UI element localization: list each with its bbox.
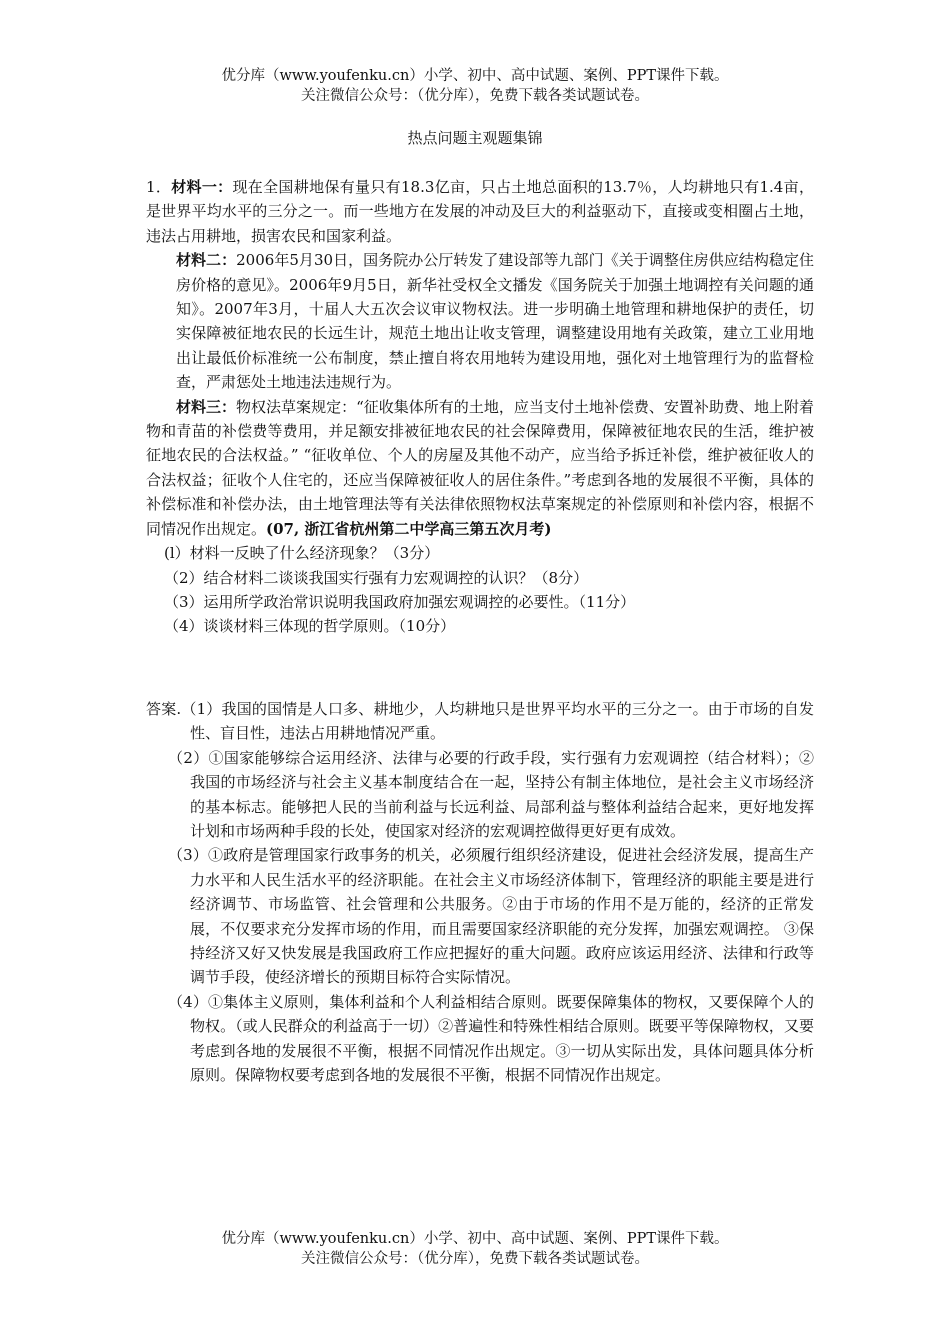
- question-number: 1．: [146, 178, 172, 196]
- footer-line-1: 优分库（www.youfenku.cn）小学、初中、高中试题、案例、PPT课件下载。: [221, 1231, 729, 1247]
- answer-block: [146, 697, 814, 1088]
- material-1-label: 材料一：: [171, 178, 233, 196]
- answer-2: （2）①国家能够综合运用经济、法律与必要的行政手段，实行强有力宏观调控（结合材料）；②我国的市场经济与社会主义基本制度结合在一起，坚持公有制主体地位，是社会主义市场经济的基本标志。能够把人民的当前利益与长远利益、局部利益与整体利益结合起来，更好地发挥计划和市场两种手段的长处，使国家对经济的宏观调控做得更好更有成效。: [168, 748, 814, 841]
- sub-question-4: （4）谈谈材料三体现的哲学原则。（10分）: [164, 617, 456, 636]
- question-source: (07, 浙江省杭州第二中学高三第五次月考): [266, 519, 552, 538]
- answer-3: （3）①政府是管理国家行政事务的机关，必须履行组织经济建设，促进社会经济发展，提高生产力水平和人民生活水平的经济职能。在社会主义市场经济体制下，管理经济的职能主要是进行经济调节、市场监管、社会管理和公共服务。②由于市场的作用不是万能的，经济的正常发展，不仅要求充分发挥市场的作用，而且需要国家经济职能的充分发挥，加强宏观调控。 ③保持经济又好又快发展是我国政府工作应把握好的重大问题。政府应该运用经济、法律和行政等调节手段，使经济增长的预期目标符合实际情况。: [168, 846, 814, 987]
- document-title: 热点问题主观题集锦: [407, 129, 543, 147]
- header-line-2: 关注微信公众号：（优分库），免费下载各类试题试卷。: [301, 88, 649, 104]
- sub-question-1: (l）材料一反映了什么经济现象？（3分）: [164, 544, 440, 563]
- answer-1-text: （1）我国的国情是人口多、耕地少，人均耕地只是世界平均水平的三分之一。由于市场的自发性、盲目性，违法占用耕地情况严重。: [181, 700, 814, 743]
- answer-1: [146, 697, 814, 746]
- footer-line-2: 关注微信公众号：（优分库），免费下载各类试题试卷。: [301, 1251, 649, 1267]
- page-footer: [0, 1229, 950, 1269]
- material-1-text: 现在全国耕地保有量只有18.3亿亩，只占土地总面积的13.7％，人均耕地只有1.4亩，是世界平均水平的三分之一。而一些地方在发展的冲动及巨大的利益驱动下，直接或变相圈占土地，违法占用耕地，损害农民和国家利益。: [146, 178, 814, 245]
- material-2: [176, 248, 814, 394]
- material-2-text: 2006年5月30日，国务院办公厅转发了建设部等九部门《关于调整住房供应结构稳定住房价格的意见》。2006年9月5日，新华社受权全文播发《国务院关于加强土地调控有关问题的通知》。2007年3月，十届人大五次会议审议物权法。进一步明确土地管理和耕地保护的责任，切实保障被征地农民的长远生计，规范土地出让收支管理，调整建设用地有关政策，建立工业用地出让最低价标准统一公布制度，禁止擅自将农用地转为建设用地，强化对土地管理行为的监督检查，严肃惩处土地违法违规行为。: [176, 251, 814, 392]
- sub-question-2: （2）结合材料二谈谈我国实行强有力宏观调控的认识？（8分）: [164, 568, 589, 587]
- question-block: [146, 175, 814, 639]
- material-3-label: 材料三：: [176, 397, 237, 416]
- material-2-label: 材料二：: [176, 251, 237, 270]
- header-line-1: 优分库（www.youfenku.cn）小学、初中、高中试题、案例、PPT课件下载。: [221, 68, 729, 84]
- material-1: [146, 175, 814, 248]
- answer-4: （4）①集体主义原则，集体利益和个人利益相结合原则。既要保障集体的物权，又要保障个人的物权。（或人民群众的利益高于一切）②普遍性和特殊性相结合原则。既要平等保障物权，又要考虑到各地的发展很不平衡，根据不同情况作出规定。③一切从实际出发，具体问题具体分析原则。保障物权要考虑到各地的发展很不平衡，根据不同情况作出规定。: [168, 992, 814, 1085]
- page-header: [0, 66, 950, 106]
- sub-question-3: （3）运用所学政治常识说明我国政府加强宏观调控的必要性。（11分）: [164, 592, 636, 611]
- answer-label: 答案.: [146, 700, 182, 718]
- material-3: [146, 395, 814, 541]
- material-3-text: 物权法草案规定：“征收集体所有的土地，应当支付土地补偿费、安置补助费、地上附着物和青苗的补偿费等费用，并足额安排被征地农民的社会保障费用，保障被征地农民的生活，维护被征地农民的合法权益。” “征收单位、个人的房屋及其他不动产，应当给予拆迁补偿，维护被征收人的合法权益；征收个人住宅的，还应当保障被征收人的居住条件。”考虑到各地的发展很不平衡，具体的补偿标准和补偿办法，由土地管理法等有关法律依照物权法草案规定的补偿原则和补偿内容，根据不同情况作出规定。: [146, 397, 814, 538]
